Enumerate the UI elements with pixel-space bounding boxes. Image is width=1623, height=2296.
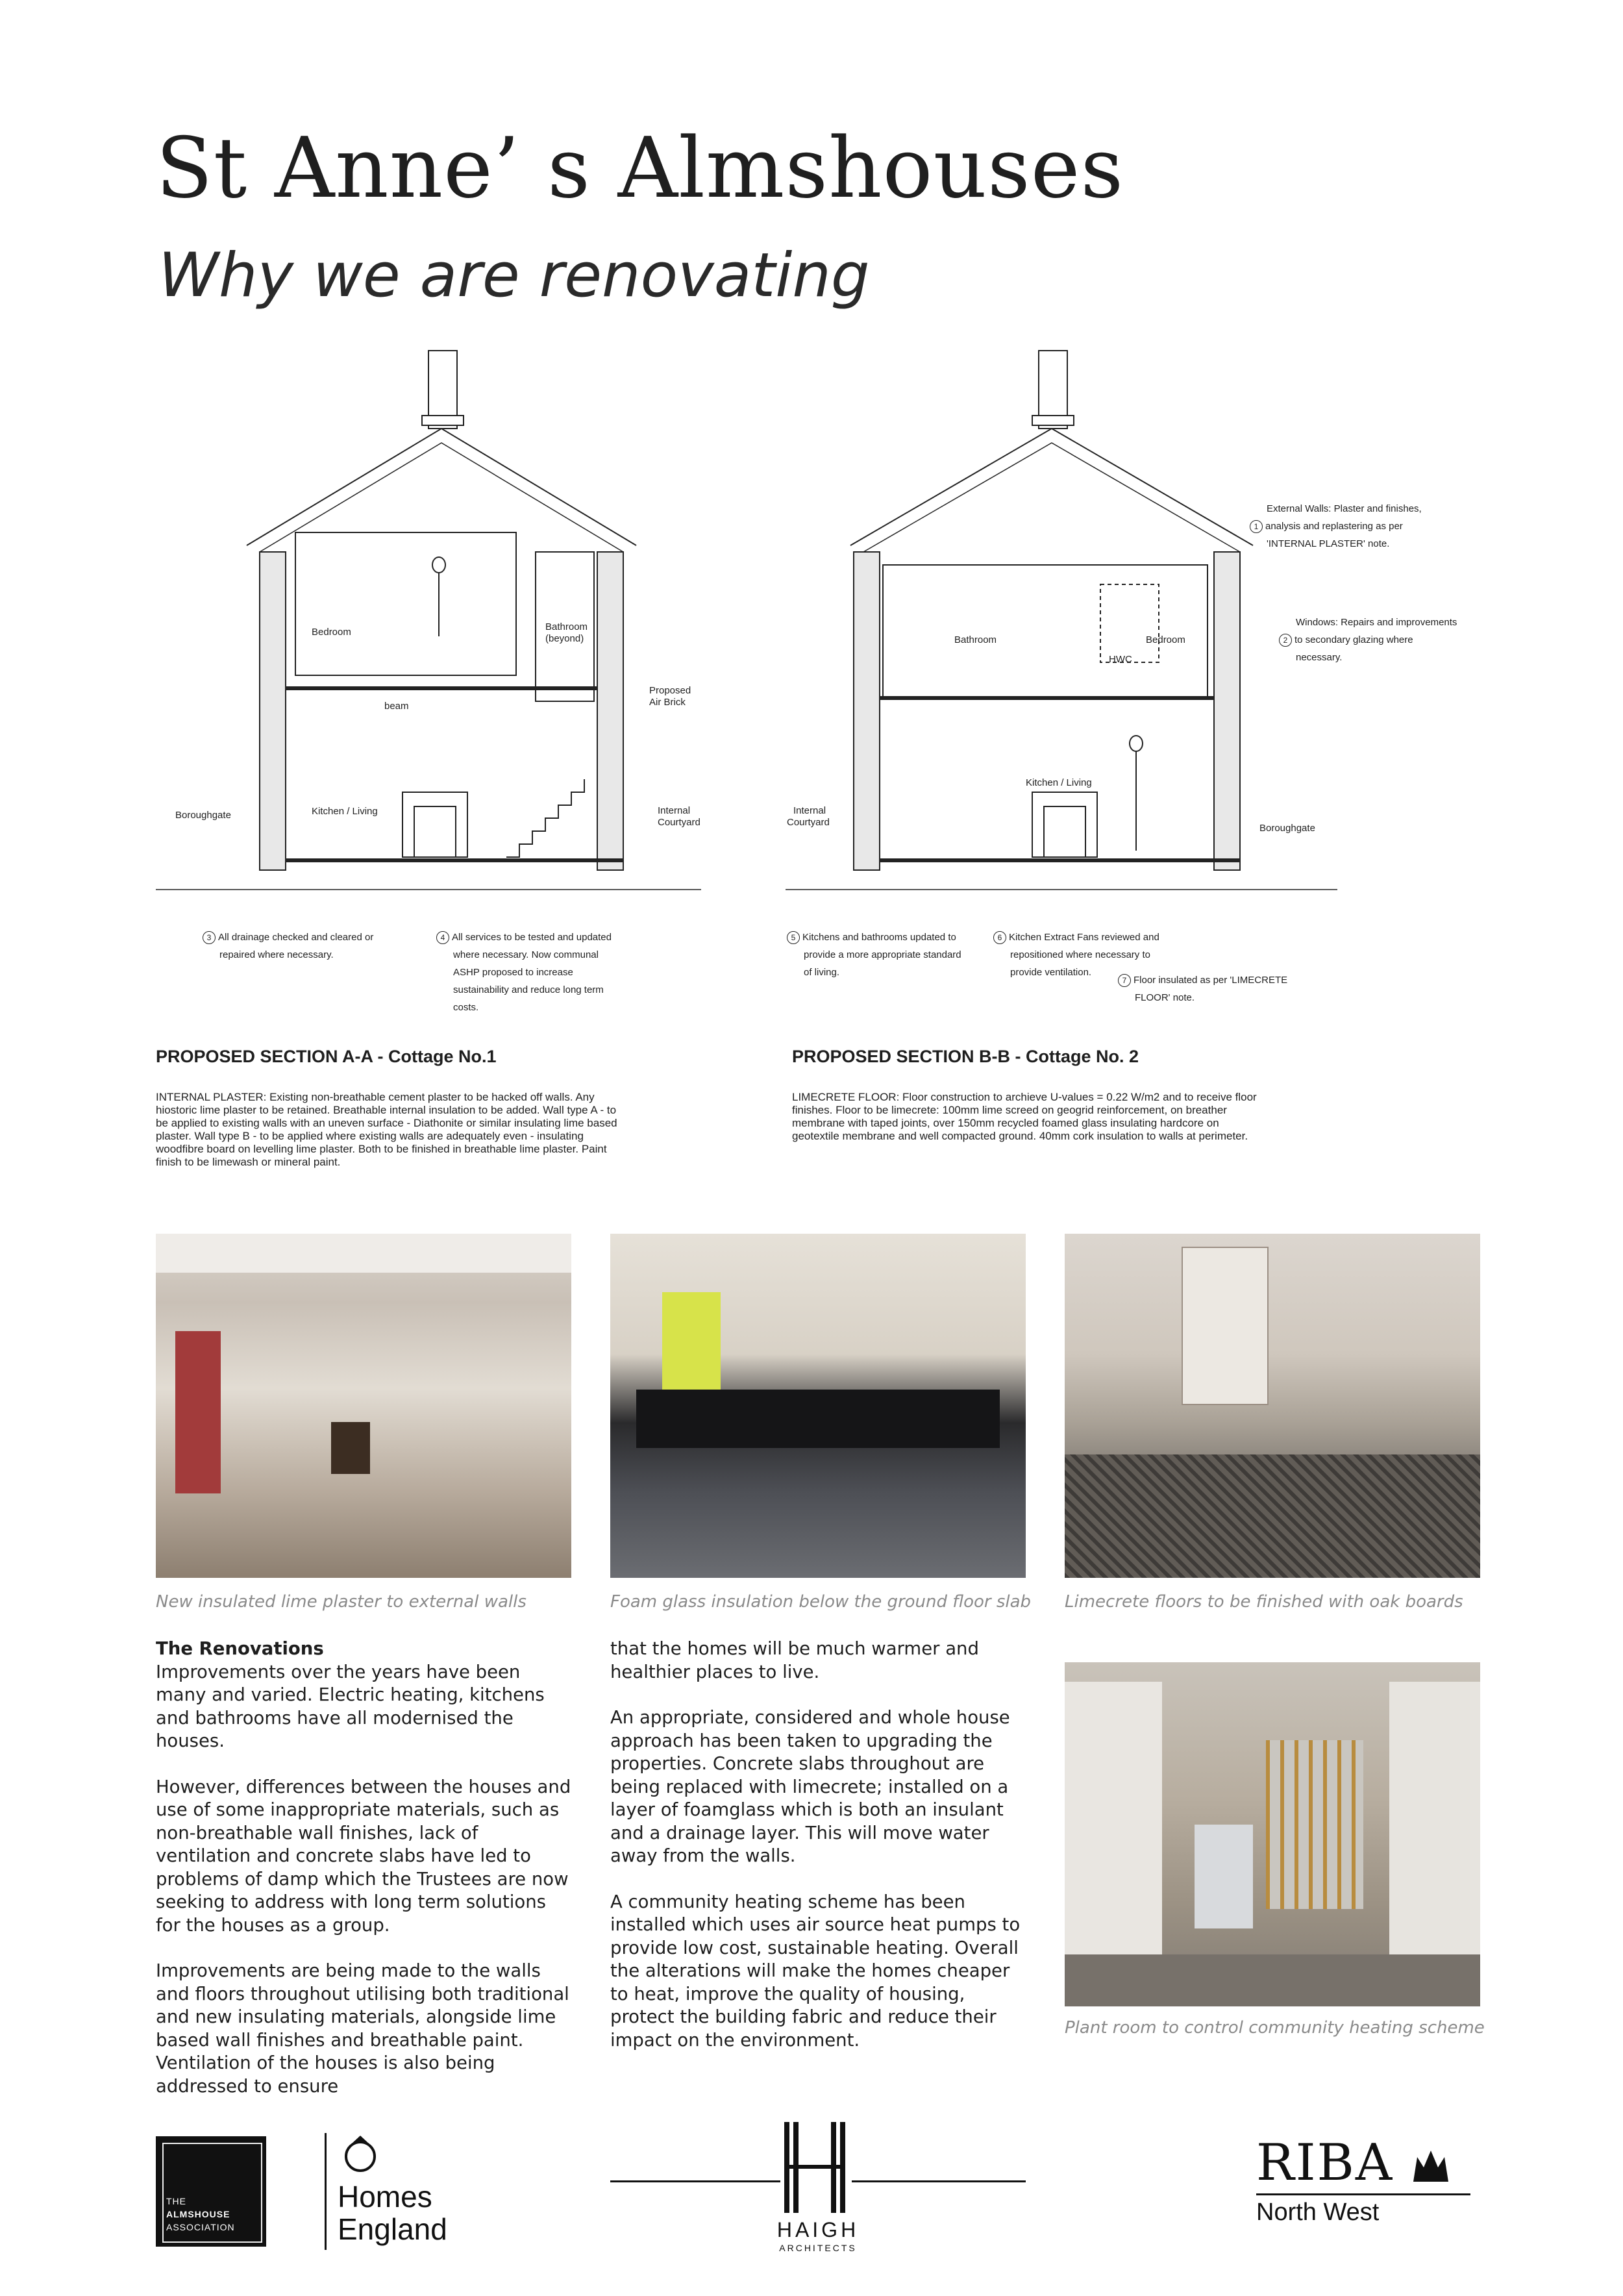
body-paragraph: An appropriate, considered and whole house approach has been taken to upgrading the properties. Concrete slabs throughout are being replaced with limecrete; installed on a layer of foamglass which is both an insulant and a drainage layer. This will move water away from the walls. — [610, 1707, 1010, 1866]
label-internal: Internal — [793, 805, 826, 816]
photo-caption-3: Limecrete floors to be finished with oak boards — [1065, 1592, 1463, 1612]
label-courtyard: Courtyard — [787, 817, 830, 828]
label-beam: beam — [384, 701, 409, 712]
label-courtyard: Courtyard — [658, 817, 700, 828]
label-bedroom: Bedroom — [1146, 634, 1185, 645]
section-heading: The Renovations — [156, 1638, 324, 1659]
label-bathroom: Bathroom — [954, 634, 997, 645]
label-bathroom-beyond: (beyond) — [545, 633, 584, 644]
label-boroughgate: Boroughgate — [1259, 823, 1315, 834]
body-paragraph: that the homes will be much warmer and healthier places to live. — [610, 1638, 979, 1682]
section-aa-note: INTERNAL PLASTER: Existing non-breathable cement plaster to be hacked off walls. Any hiostoric lime plaster to be retained. Breathable internal insulation to be added. Wall type A - to be applied to existing walls with an uneven surface - Diathonite or similar insulating lime based plaster. Wall type B - to be applied where existing walls are adequately even - insulating woodfibre board on levelling lime plaster. Both to be finished in breathable lime plaster. Paint finish to be limewash or mineral paint. — [156, 1091, 617, 1168]
photo-caption-4: Plant room to control community heating scheme — [1065, 2018, 1485, 2038]
label-proposed: Proposed — [649, 685, 691, 696]
label-hwc: HWC — [1109, 654, 1132, 665]
riba-lion-icon — [1411, 2148, 1451, 2184]
photo-plant-room — [1065, 1662, 1480, 2006]
label-kitchen: Kitchen / Living — [1026, 777, 1092, 788]
almshouse-association-logo: THE ALMSHOUSE ASSOCIATION — [156, 2136, 266, 2247]
page-title: St Anne’ s Almshouses — [156, 120, 1124, 217]
note-1: External Walls: Plaster and finishes, 1 analysis and replastering as per 'INTERNAL PLASTER' note. — [1250, 500, 1422, 553]
label-internal: Internal — [658, 805, 691, 816]
note-2: Windows: Repairs and improvements 2 to secondary glazing where necessary. — [1279, 614, 1457, 666]
body-column-2 — [610, 1638, 1029, 2075]
label-kitchen: Kitchen / Living — [312, 806, 378, 817]
section-aa-drawing — [156, 338, 701, 909]
photo-caption-1: New insulated lime plaster to external walls — [156, 1592, 527, 1612]
section-bb-drawing — [786, 338, 1337, 909]
note-4: 4 All services to be tested and updated where necessary. Now communal ASHP proposed to increase sustainability and reduce long term costs. — [436, 929, 612, 1016]
photo-limecrete — [1065, 1234, 1480, 1578]
crest-icon — [338, 2132, 383, 2177]
logo-divider — [325, 2133, 327, 2250]
photo-lime-plaster — [156, 1234, 571, 1578]
label-bathroom: Bathroom — [545, 621, 588, 632]
photo-foam-glass — [610, 1234, 1026, 1578]
body-paragraph: Improvements are being made to the walls and floors throughout utilising both traditional and new insulating materials, alongside lime based wall finishes and breathable paint. Ventilation of the houses is also being addressed to ensure — [156, 1960, 569, 2097]
page-subtitle: Why we are renovating — [158, 240, 870, 311]
section-bb-note: LIMECRETE FLOOR: Floor construction to archieve U-values = 0.22 W/m2 and to receive floor finishes. Floor to be limecrete: 100mm lime screed on geogrid reinforcement, on breather membrane with taped joints, over 150mm recycled foamed glass insulating hardcore on geotextile membrane and well compacted ground. 40mm cork insulation to walls at perimeter. — [792, 1091, 1257, 1142]
label-air-brick: Air Brick — [649, 697, 686, 708]
haigh-architects-logo: HAIGH ARCHITECTS — [610, 2122, 1026, 2252]
note-3: 3 All drainage checked and cleared or repaired where necessary. — [203, 929, 373, 964]
section-aa-title: PROPOSED SECTION A-A - Cottage No.1 — [156, 1047, 497, 1066]
body-paragraph: A community heating scheme has been installed which uses air source heat pumps to provide low cost, sustainable heating. Overall the alterations will make the homes cheaper to heat, improve the quality of housing, protect the building fabric and reduce their impact on the environment. — [610, 1891, 1021, 2051]
note-7: 7 Floor insulated as per 'LIMECRETE FLOOR' note. — [1118, 971, 1287, 1006]
note-5: 5 Kitchens and bathrooms updated to provide a more appropriate standard of living. — [787, 929, 961, 981]
body-column-1 — [156, 1638, 575, 2121]
body-paragraph: Improvements over the years have been many and varied. Electric heating, kitchens and bathrooms have all modernised the houses. — [156, 1661, 545, 1751]
label-boroughgate: Boroughgate — [175, 810, 231, 821]
riba-logo: RIBA North West — [1256, 2136, 1470, 2229]
note-6: 6 Kitchen Extract Fans reviewed and repositioned where necessary to provide ventilation. — [993, 929, 1159, 981]
homes-england-logo: Homes England — [338, 2180, 447, 2246]
section-bb-title: PROPOSED SECTION B-B - Cottage No. 2 — [792, 1047, 1139, 1066]
label-bedroom: Bedroom — [312, 627, 351, 638]
photo-caption-2: Foam glass insulation below the ground floor slab — [610, 1592, 1032, 1612]
body-paragraph: However, differences between the houses and use of some inappropriate materials, such as non-breathable wall finishes, lack of ventilation and concrete slabs have led to problems of damp which the Trustees are now seeking to address with long term solutions for the houses as a group. — [156, 1776, 571, 1936]
